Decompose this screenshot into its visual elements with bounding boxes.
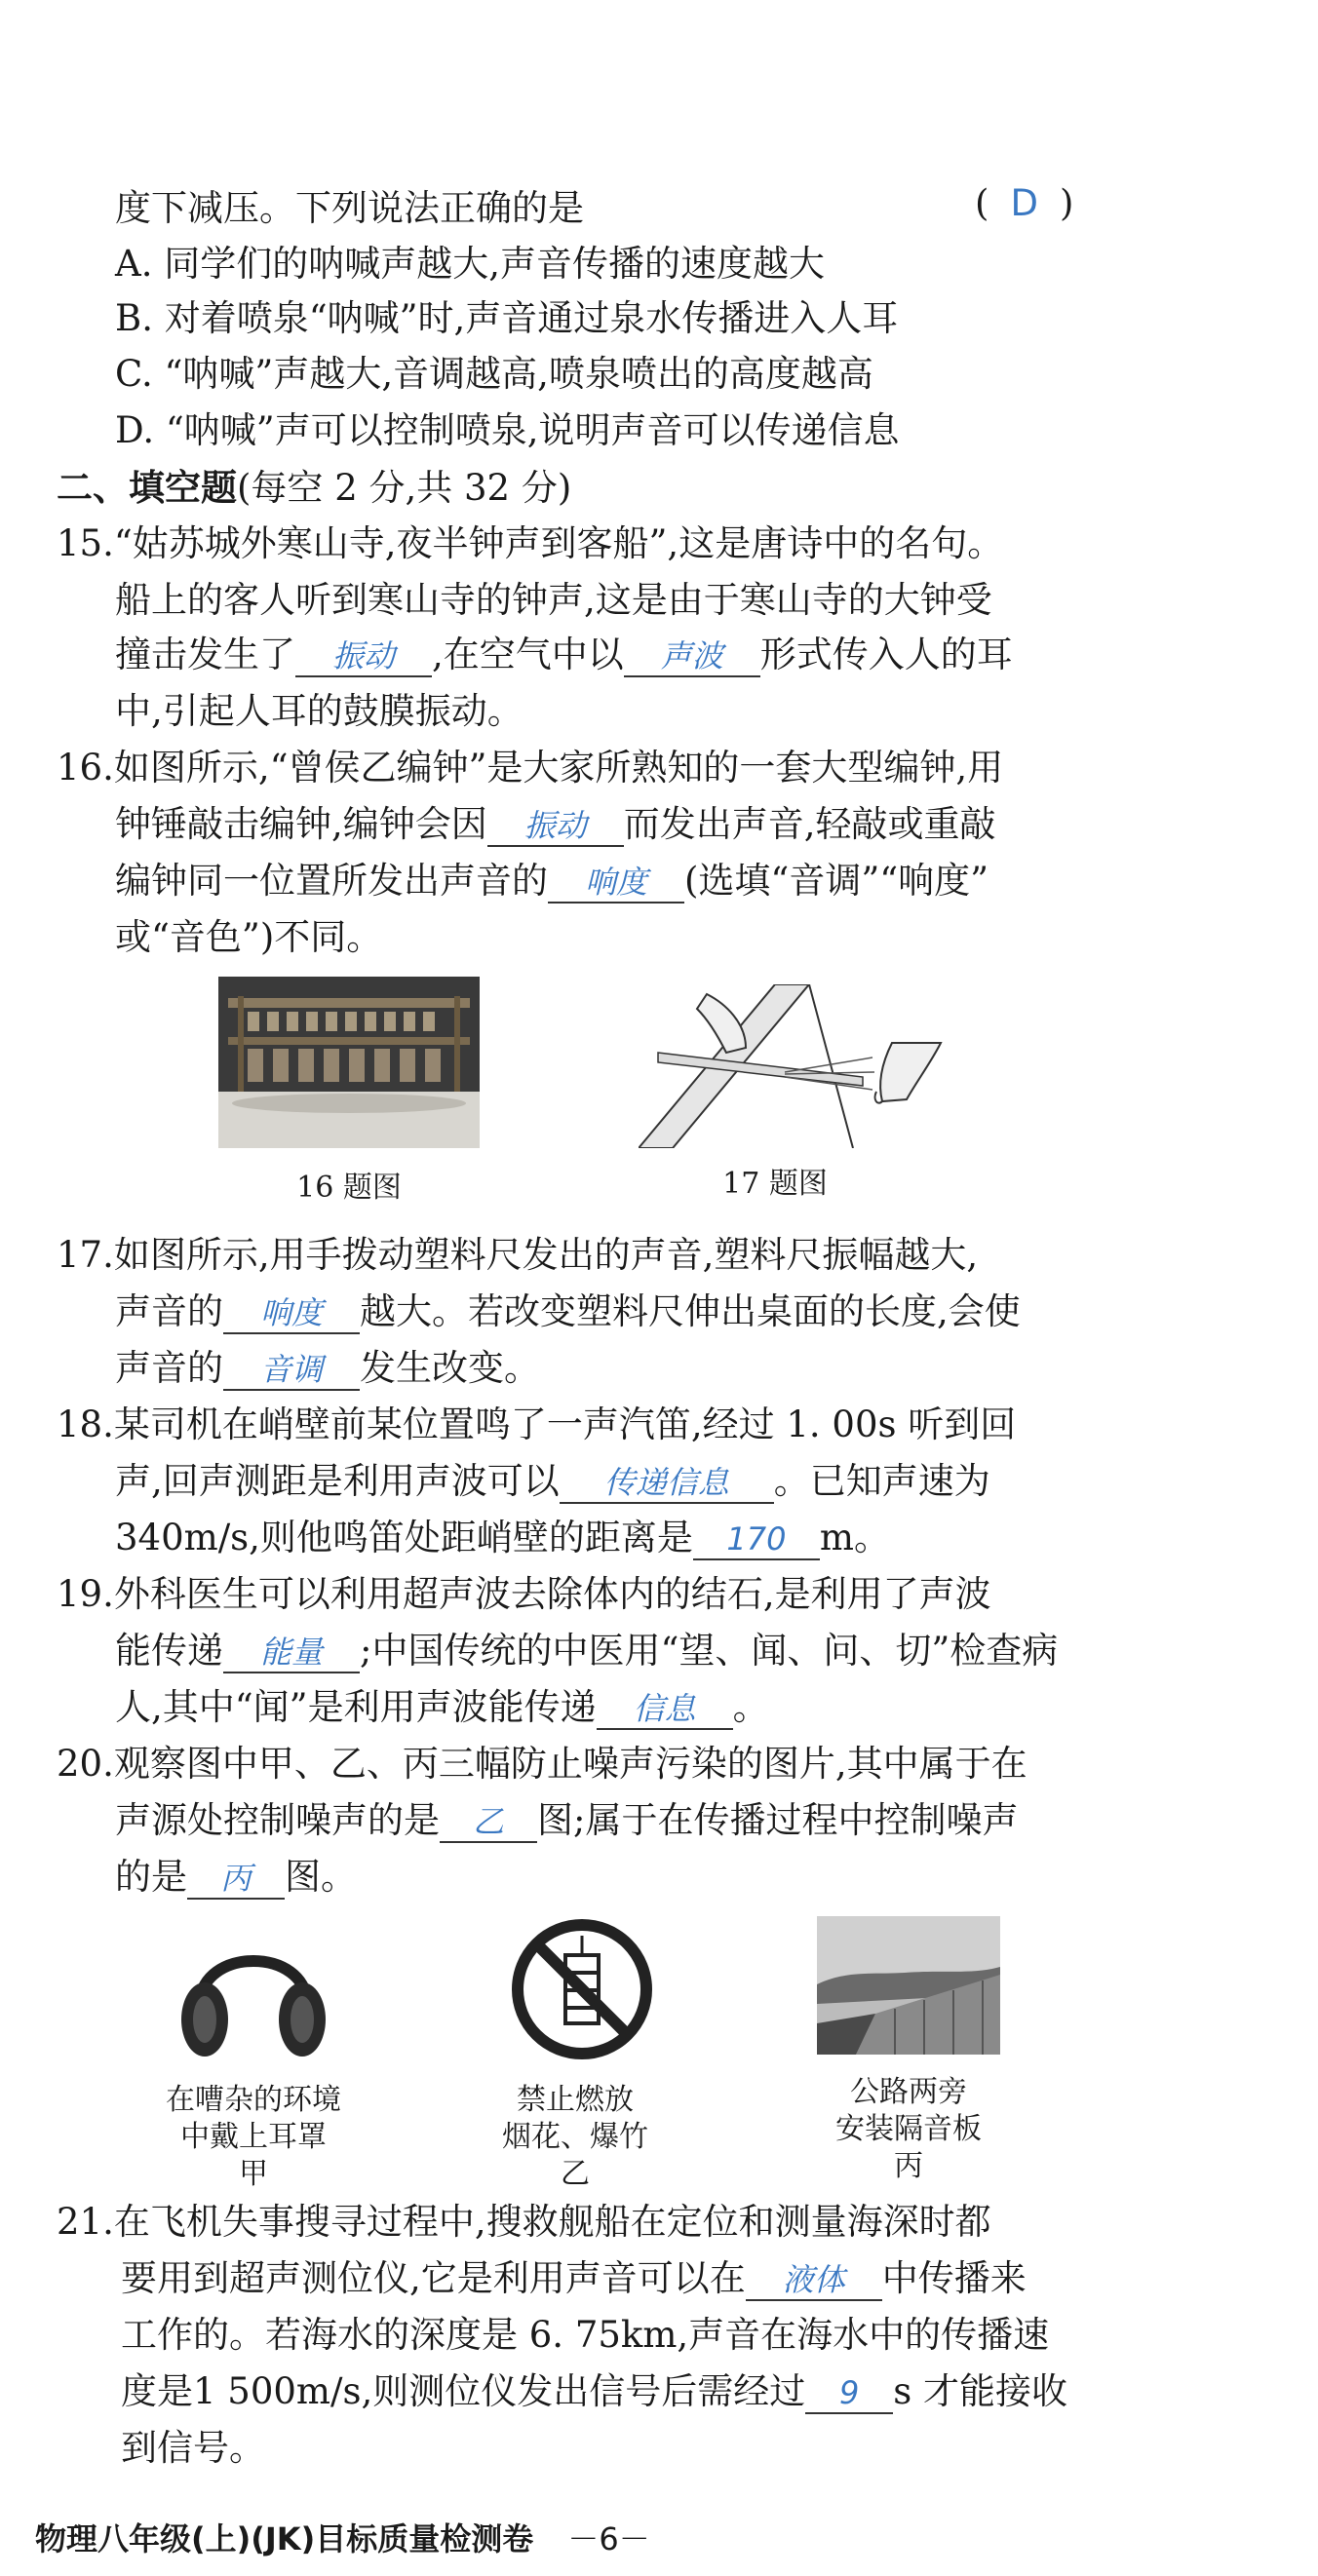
q18-text-1: 某司机在峭壁前某位置鸣了一声汽笛,经过 1. 00s 听到回 bbox=[113, 1403, 1017, 1445]
q19-line-2 bbox=[115, 1628, 1058, 1674]
q20-line-1 bbox=[57, 1741, 1027, 1788]
q16-text-2b: 而发出声音,轻敲或重敲 bbox=[623, 803, 996, 845]
q21-blank-1: 液体 bbox=[746, 2260, 882, 2301]
q21-line-5: 到信号。 bbox=[121, 2427, 265, 2469]
q16-blank-2: 响度 bbox=[548, 863, 684, 904]
q15-text-3b: ,在空气中以 bbox=[432, 634, 624, 675]
q17-text-2a: 声音的 bbox=[115, 1290, 223, 1332]
q14-option-b: B. 对着喷泉“呐喊”时,声音通过泉水传播进入人耳 bbox=[115, 297, 899, 339]
q14-option-c: C. “呐喊”声越大,音调越高,喷泉喷出的高度越高 bbox=[115, 353, 873, 395]
q16-line-4: 或“音色”)不同。 bbox=[115, 916, 383, 958]
q19-number: 19. bbox=[57, 1573, 114, 1615]
q15-text-3c: 形式传入人的耳 bbox=[759, 634, 1013, 675]
q20-text-3b: 图。 bbox=[285, 1856, 357, 1898]
figure-20-yi-caption-1: 禁止燃放 bbox=[517, 2083, 634, 2117]
q17-line-2 bbox=[115, 1288, 1021, 1335]
q16-line-1 bbox=[57, 745, 1003, 791]
sound-barrier-image bbox=[817, 1916, 1000, 2055]
q21-text-4a: 度是1 500m/s,则测位仪发出信号后需经过 bbox=[121, 2370, 806, 2412]
figure-20-bing-caption-2: 安装隔音板 bbox=[835, 2112, 982, 2146]
q18-blank-1: 传递信息 bbox=[560, 1463, 774, 1504]
q19-line-1 bbox=[57, 1571, 991, 1618]
bell-set-image bbox=[218, 977, 480, 1148]
q19-text-3a: 人,其中“闻”是利用声波能传递 bbox=[115, 1686, 597, 1728]
q21-text-2a: 要用到超声测位仪,它是利用声音可以在 bbox=[121, 2257, 746, 2299]
q18-line-1 bbox=[57, 1402, 1016, 1448]
q18-line-3 bbox=[115, 1515, 890, 1561]
section-title: 二、填空题 bbox=[57, 466, 237, 509]
q20-line-2 bbox=[115, 1797, 1018, 1844]
q19-blank-1: 能量 bbox=[223, 1633, 360, 1673]
q15-line-4: 中,引起人耳的鼓膜振动。 bbox=[115, 690, 523, 732]
q16-text-3a: 编钟同一位置所发出声音的 bbox=[115, 860, 548, 902]
q18-text-3b: m。 bbox=[819, 1517, 891, 1558]
figure-20-yi-no-fireworks bbox=[509, 1916, 655, 2062]
figure-20-bing-sound-barrier bbox=[817, 1916, 1000, 2055]
figure-20-jia-label: 甲 bbox=[239, 2157, 268, 2191]
figure-17-ruler bbox=[639, 984, 950, 1148]
q19-line-3 bbox=[115, 1684, 769, 1731]
q19-blank-2: 信息 bbox=[597, 1689, 733, 1730]
q20-text-1: 观察图中甲、乙、丙三幅防止噪声污染的图片,其中属于在 bbox=[113, 1743, 1027, 1785]
q15-line-2: 船上的客人听到寒山寺的钟声,这是由于寒山寺的大钟受 bbox=[115, 579, 992, 621]
section-heading bbox=[57, 464, 571, 512]
q18-text-3a: 340m/s,则他鸣笛处距峭壁的距离是 bbox=[115, 1517, 693, 1558]
figure-17-caption: 17 题图 bbox=[722, 1167, 828, 1201]
q15-line-1 bbox=[57, 520, 1003, 567]
q17-line-1 bbox=[57, 1232, 978, 1279]
figure-20-bing-label: 丙 bbox=[894, 2149, 923, 2183]
q14-option-a: A. 同学们的呐喊声越大,声音传播的速度越大 bbox=[115, 243, 826, 285]
q20-number: 20. bbox=[57, 1743, 114, 1785]
q17-blank-1: 响度 bbox=[223, 1293, 360, 1334]
q21-line-2 bbox=[121, 2255, 1027, 2302]
q21-text-4b: s 才能接收 bbox=[893, 2370, 1067, 2412]
figure-20-jia-caption-1: 在嘈杂的环境 bbox=[166, 2083, 341, 2117]
q15-number: 15. bbox=[57, 522, 114, 564]
q17-text-3a: 声音的 bbox=[115, 1347, 223, 1389]
q21-line-4 bbox=[121, 2368, 1067, 2415]
q19-text-1: 外科医生可以利用超声波去除体内的结石,是利用了声波 bbox=[113, 1573, 991, 1615]
q16-blank-1: 振动 bbox=[487, 806, 624, 847]
figure-20-jia-headphones bbox=[175, 1922, 331, 2066]
q21-text-1: 在飞机失事搜寻过程中,搜救舰船在定位和测量海深时都 bbox=[113, 2201, 991, 2243]
q16-line-2 bbox=[115, 801, 996, 848]
headphones-icon bbox=[175, 1922, 331, 2066]
no-fireworks-sign-icon bbox=[509, 1916, 655, 2062]
figure-16-bells bbox=[218, 977, 480, 1148]
q14-answer-paren: ( D ) bbox=[975, 182, 1074, 224]
q16-text-2a: 钟锤敲击编钟,编钟会因 bbox=[115, 803, 487, 845]
footer-title: 物理八年级(上)(JK)目标质量检测卷 bbox=[35, 2520, 534, 2557]
figure-20-yi-label: 乙 bbox=[561, 2157, 590, 2191]
figure-16-caption: 16 题图 bbox=[296, 1171, 402, 1205]
q18-text-2b: 。已知声速为 bbox=[773, 1460, 990, 1502]
figure-20-yi-caption-2: 烟花、爆竹 bbox=[502, 2120, 648, 2154]
q19-text-2a: 能传递 bbox=[115, 1630, 223, 1672]
q15-line-3 bbox=[115, 632, 1013, 678]
q17-line-3 bbox=[115, 1345, 540, 1392]
q17-number: 17. bbox=[57, 1234, 114, 1276]
figure-20-bing-caption-1: 公路两旁 bbox=[850, 2075, 967, 2109]
q14-answer: D bbox=[1010, 182, 1038, 224]
q20-blank-1: 乙 bbox=[440, 1802, 537, 1843]
q16-text-3b: (选填“音调”“响度” bbox=[684, 860, 989, 902]
q17-text-2b: 越大。若改变塑料尺伸出桌面的长度,会使 bbox=[360, 1290, 1021, 1332]
q20-blank-2: 丙 bbox=[187, 1859, 285, 1900]
q21-text-2b: 中传播来 bbox=[881, 2257, 1027, 2299]
q20-line-3 bbox=[115, 1854, 357, 1901]
q18-text-2a: 声,回声测距是利用声波可以 bbox=[115, 1460, 560, 1502]
q20-text-2a: 声源处控制噪声的是 bbox=[115, 1799, 440, 1841]
q18-blank-2: 170 bbox=[693, 1519, 820, 1560]
q14-stem-tail: 度下减压。下列说法正确的是 bbox=[115, 187, 584, 229]
q15-blank-2: 声波 bbox=[624, 636, 760, 677]
q16-line-3 bbox=[115, 858, 988, 904]
q15-text-1: “姑苏城外寒山寺,夜半钟声到客船”,这是唐诗中的名句。 bbox=[113, 522, 1004, 564]
q14-option-d: D. “呐喊”声可以控制喷泉,说明声音可以传递信息 bbox=[115, 409, 900, 451]
q18-number: 18. bbox=[57, 1403, 114, 1445]
q19-text-2b: ;中国传统的中医用“望、闻、问、切”检查病 bbox=[360, 1630, 1059, 1672]
q19-text-3b: 。 bbox=[732, 1686, 769, 1728]
ruler-experiment-image bbox=[639, 984, 950, 1148]
q21-line-1 bbox=[57, 2199, 991, 2246]
q21-number: 21. bbox=[57, 2201, 114, 2243]
page-footer bbox=[35, 2515, 650, 2559]
q15-blank-1: 振动 bbox=[295, 636, 432, 677]
q20-text-2b: 图;属于在传播过程中控制噪声 bbox=[537, 1799, 1019, 1841]
q17-text-1: 如图所示,用手拨动塑料尺发出的声音,塑料尺振幅越大, bbox=[113, 1234, 979, 1276]
q16-text-1: 如图所示,“曾侯乙编钟”是大家所熟知的一套大型编钟,用 bbox=[113, 747, 1004, 788]
q17-text-3b: 发生改变。 bbox=[360, 1347, 540, 1389]
q21-line-3: 工作的。若海水的深度是 6. 75km,声音在海水中的传播速 bbox=[121, 2314, 1050, 2356]
q15-text-3a: 撞击发生了 bbox=[115, 634, 295, 675]
section-note: (每空 2 分,共 32 分) bbox=[237, 467, 572, 509]
q18-line-2 bbox=[115, 1458, 990, 1505]
q16-number: 16. bbox=[57, 747, 114, 788]
page-number: －6－ bbox=[567, 2520, 650, 2557]
q20-text-3a: 的是 bbox=[115, 1856, 187, 1898]
q21-blank-2: 9 bbox=[805, 2373, 893, 2414]
figure-20-jia-caption-2: 中戴上耳罩 bbox=[180, 2120, 327, 2154]
q17-blank-2: 音调 bbox=[223, 1350, 360, 1391]
